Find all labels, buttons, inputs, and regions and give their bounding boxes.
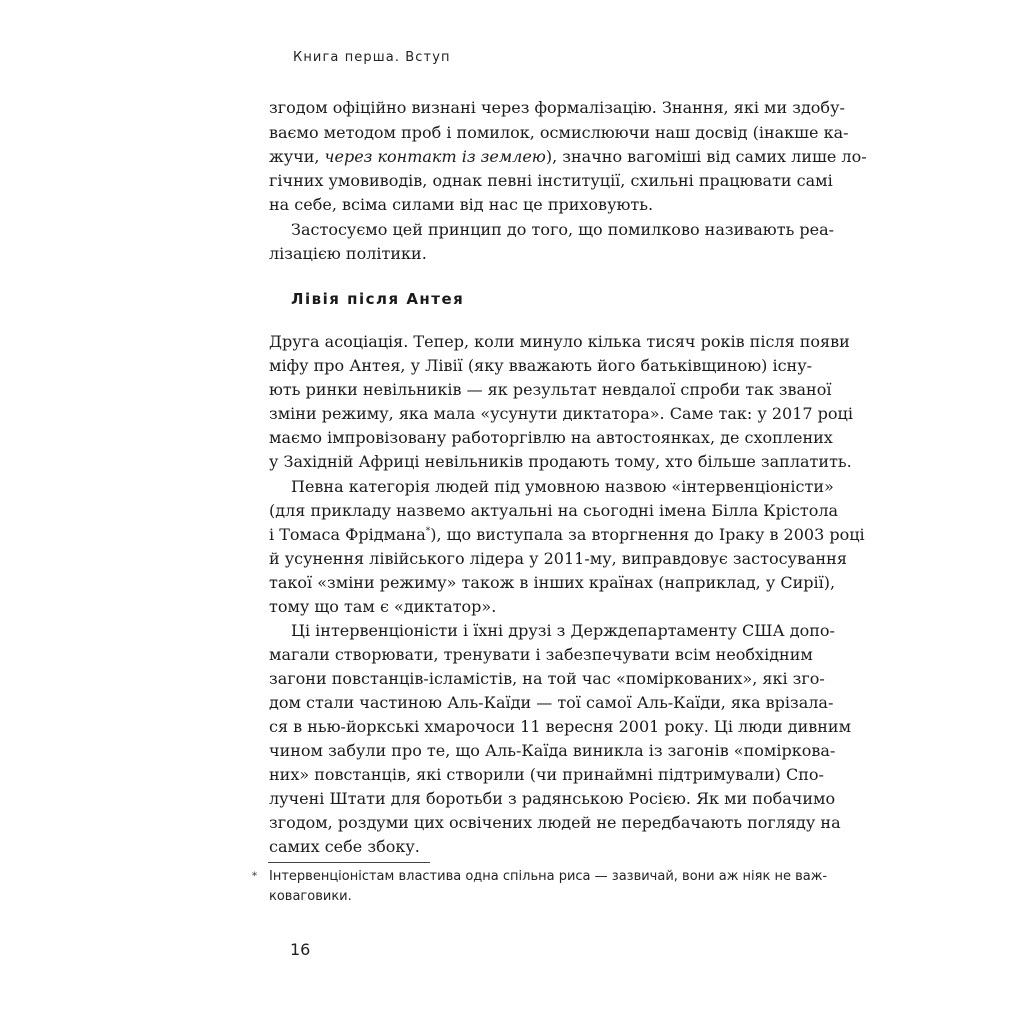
body-p3-line: дом стали частиною Аль-Каїди — тої самої Аль-Каїди, яка врізала- [269, 693, 834, 712]
body-p2-line-3-post: ), що виступала за вторгнення до Іраку в 2003 році [430, 525, 865, 544]
body-p3-line: магали створювати, тренувати і забезпечувати всім необхідним [269, 645, 813, 664]
body-p2-line: й усунення лівійського лідера у 2011-му, виправдовує застосування [269, 549, 847, 568]
intro-line-3 [269, 145, 867, 169]
intro-line-3-pre: жучи, [269, 147, 325, 166]
body-p1-line: зміни режиму, яка мала «усунути диктатора». Саме так: у 2017 році [269, 404, 853, 423]
body-p3-line: самих себе збоку. [269, 837, 420, 856]
intro-italic-phrase: через контакт із землею [324, 147, 546, 166]
body-p3-line: загони повстанців-ісламістів, на той час «поміркованих», які зго- [269, 669, 825, 688]
body-p1-line: Друга асоціація. Тепер, коли минуло кілька тисяч років після появи [269, 332, 850, 351]
body-p3-line: згодом, роздуми цих освічених людей не передбачають погляду на [269, 813, 841, 832]
footnote-reference: * [425, 526, 431, 537]
running-head: Книга перша. Вступ [293, 50, 451, 65]
footnote-divider [268, 862, 430, 863]
body-p1-line: у Західній Африці невільників продають тому, хто більше заплатить. [269, 452, 852, 471]
body-p2-line: (для прикладу назвемо актуальні на сьогодні імена Білла Крістола [269, 501, 839, 520]
footnote-line-2: коваговики. [269, 889, 352, 904]
body-p1-line: маємо імпровізовану работоргівлю на автостоянках, де схоплених [269, 428, 833, 447]
body-p1-line: міфу про Антея, у Лівії (яку вважають його батьківщиною) існу- [269, 356, 813, 375]
body-p2-line [269, 523, 865, 547]
intro-line-1: згодом офіційно визнані через формалізацію. Знання, які ми здобу- [269, 98, 845, 117]
intro-line-2: ваємо методом проб і помилок, осмислюючи наш досвід (інакше ка- [269, 123, 849, 142]
intro-line-5: на себе, всіма силами від нас це приховують. [269, 195, 654, 214]
section-title: Лівія після Антея [291, 290, 465, 308]
body-p3-line: чином забули про те, що Аль-Каїда виникла із загонів «поміркова- [269, 741, 836, 760]
body-p2-line-3-pre: і Томаса Фрідмана [269, 525, 426, 544]
body-p2-line: тому що там є «диктатор». [269, 597, 497, 616]
intro-line-7: лізацією політики. [269, 244, 427, 263]
body-p1-line: ють ринки невільників — як результат невдалої спроби так званої [269, 380, 832, 399]
intro-line-6: Застосуємо цей принцип до того, що помилково називають реа- [291, 220, 835, 239]
footnote-marker: * [252, 871, 257, 882]
body-p3-line: ся в нью-йоркські хмарочоси 11 вересня 2001 року. Ці люди дивним [269, 717, 852, 736]
body-p3-line: Ці інтервенціоністи і їхні друзі з Держдепартаменту США допо- [291, 621, 835, 640]
body-p2-line: Певна категорія людей під умовною назвою «інтервенціоністи» [291, 477, 834, 496]
intro-line-3-post: ), значно вагоміші від самих лише ло- [545, 147, 867, 166]
body-p3-line: них» повстанців, які створили (чи принаймні підтримували) Спо- [269, 765, 824, 784]
footnote-line-1: Інтервенціоністам властива одна спільна риса — зазвичай, вони аж ніяк не важ- [269, 869, 828, 884]
body-p3-line: лучені Штати для боротьби з радянською Росією. Як ми побачимо [269, 789, 836, 808]
intro-line-4: гічних умовиводів, однак певні інституції, схильні працювати самі [269, 171, 833, 190]
body-p2-line: такої «зміни режиму» також в інших країнах (наприклад, у Сирії), [269, 573, 836, 592]
page-number: 16 [290, 940, 311, 959]
